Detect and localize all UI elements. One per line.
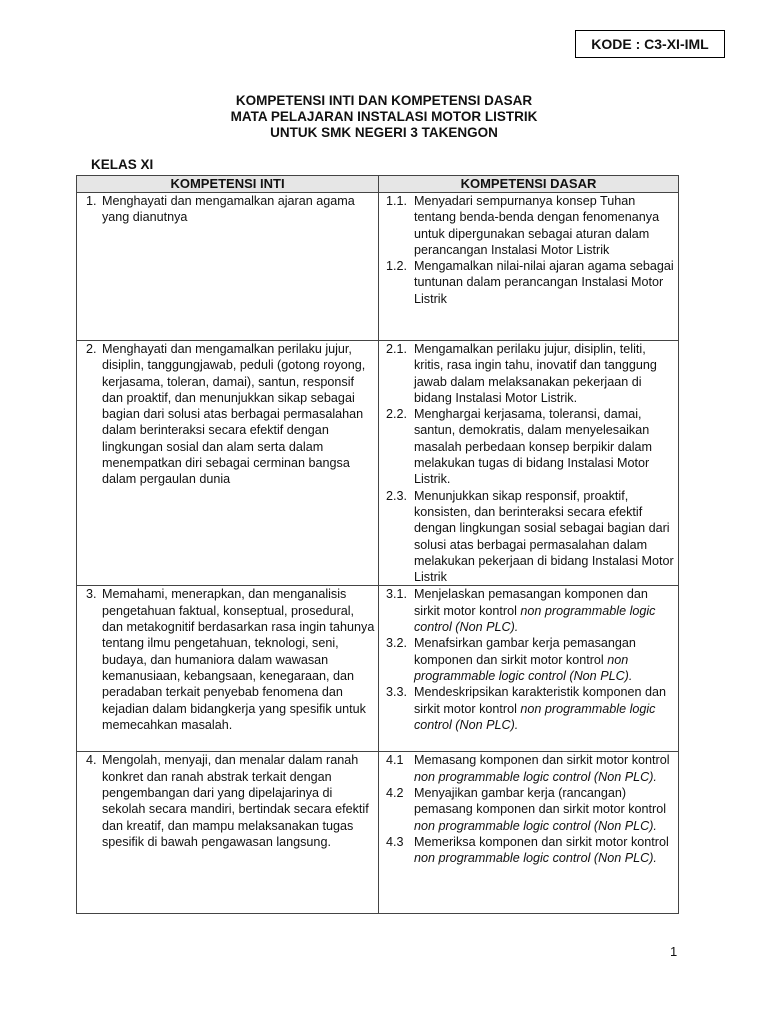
kd-text-italic: non programmable logic control (Non PLC). <box>414 652 633 683</box>
kd-text: Menafsirkan gambar kerja pemasangan komponen dan sirkit motor kontrol <box>414 636 636 667</box>
kompetensi-inti-cell <box>77 586 379 752</box>
kd-text-wrap <box>414 635 675 684</box>
kompetensi-dasar-item <box>382 488 675 586</box>
kompetensi-dasar-item <box>382 834 675 867</box>
kd-text-wrap <box>414 258 675 307</box>
ki-text: Mengolah, menyaji, dan menalar dalam ranah konkret dan ranah abstrak terkait dengan pengembangan dari yang dipelajarinya di sekolah secara mandiri, bertindak secara efektif dan kreatif, dan mampu melaksanakan tugas spesifik di bawah pengawasan langsung. <box>102 753 369 849</box>
ki-number: 1. <box>86 194 97 208</box>
table-row <box>77 752 679 914</box>
kd-text-wrap <box>414 406 675 487</box>
kompetensi-inti-cell <box>77 752 379 914</box>
kd-text: Menyajikan gambar kerja (rancangan) pemasang komponen dan sirkit motor kontrol <box>414 786 667 817</box>
header-kompetensi-inti: KOMPETENSI INTI <box>77 176 379 193</box>
kd-text: Menunjukkan sikap responsif, proaktif, konsisten, dan berinteraksi secara efektif dengan lingkungan sosial sebagai bagian dari solusi atas berbagai permasalahan dalam melakukan pekerjaan di bidang Instalasi Motor Listrik <box>414 488 674 585</box>
table-row <box>77 341 679 586</box>
table-header-row <box>77 176 679 193</box>
kd-text: Menyadari sempurnanya konsep Tuhan tentang benda-benda dengan fenomenanya untuk dipergunakan sebagai aturan dalam perancangan Instalasi Motor Listrik <box>414 194 660 257</box>
kd-text-italic: non programmable logic control (Non PLC). <box>414 769 657 784</box>
kd-text: Mendeskripsikan karakteristik komponen dan sirkit motor kontrol <box>414 685 666 716</box>
kd-number: 2.3. <box>386 488 408 503</box>
ki-text: Menghayati dan mengamalkan perilaku jujur, disiplin, tanggungjawab, peduli (gotong royong, kerjasama, toleran, damai), santun, responsif dan proaktif, dan menunjukkan sikap sebagai bagian dari solusi atas berbagai permasalahan dalam berinteraksi secara efektif dengan lingkungan sosial dan alam serta dalam menempatkan diri sebagai cerminan bangsa dalam pergaulan dunia <box>102 342 366 487</box>
kompetensi-inti-item <box>80 586 375 733</box>
kompetensi-dasar-item <box>382 752 675 785</box>
title-line-3: UNTUK SMK NEGERI 3 TAKENGON <box>270 125 498 140</box>
kd-number: 3.3. <box>386 685 408 700</box>
kd-text-italic: non programmable logic control (Non PLC). <box>414 818 657 833</box>
kd-text-wrap <box>414 752 675 785</box>
title-line-1: KOMPETENSI INTI DAN KOMPETENSI DASAR <box>235 93 533 108</box>
kompetensi-inti-item <box>80 341 375 488</box>
kd-text-wrap <box>414 785 675 834</box>
kompetensi-dasar-item <box>382 785 675 834</box>
kd-number: 4.2 <box>386 786 404 801</box>
kd-text-wrap <box>414 834 675 867</box>
table-row <box>77 193 679 341</box>
ki-text: Menghayati dan mengamalkan ajaran agama yang dianutnya <box>102 194 355 225</box>
kd-text-wrap <box>414 488 675 586</box>
kd-number: 1.1. <box>386 194 408 208</box>
kompetensi-dasar-item <box>382 341 675 406</box>
kompetensi-inti-cell <box>77 341 379 586</box>
kompetensi-dasar-cell <box>379 341 679 586</box>
document-code-box: KODE : C3-XI-IML <box>575 30 725 58</box>
kd-text: Mengamalkan nilai-nilai ajaran agama sebagai tuntunan dalam perancangan Instalasi Motor Listrik <box>414 259 674 306</box>
title-line-2: MATA PELAJARAN INSTALASI MOTOR LISTRIK <box>230 109 538 124</box>
kd-number: 1.2. <box>386 259 408 274</box>
kd-number: 3.2. <box>386 636 408 651</box>
kd-text: Memasang komponen dan sirkit motor kontrol <box>414 753 670 768</box>
ki-text: Memahami, menerapkan, dan menganalisis pengetahuan faktual, konseptual, prosedural, dan metakognitif berdasarkan rasa ingin tahunya tentang ilmu pengetahuan, teknologi, seni, budaya, dan humaniora dalam wawasan kemanusiaan, kebangsaan, kenegaraan, dan peradaban terkait penyebab fenomena dan kejadian dalam bidangkerja yang spesifik untuk memecahkan masalah. <box>102 587 375 732</box>
kompetensi-dasar-cell <box>379 193 679 341</box>
kd-text-wrap <box>414 193 675 258</box>
header-kompetensi-dasar: KOMPETENSI DASAR <box>379 176 679 193</box>
kd-text-wrap <box>414 341 675 406</box>
kelas-label: KELAS XI <box>91 157 154 172</box>
table-row <box>77 586 679 752</box>
kd-number: 3.1. <box>386 587 408 602</box>
kd-text-italic: non programmable logic control (Non PLC). <box>414 603 656 635</box>
kd-number: 4.1 <box>386 753 404 768</box>
kompetensi-dasar-item <box>382 684 675 733</box>
ki-number: 3. <box>86 587 97 602</box>
ki-number: 4. <box>86 753 97 768</box>
kompetensi-dasar-item <box>382 258 675 307</box>
document-title <box>0 93 768 141</box>
kompetensi-inti-item <box>80 752 375 850</box>
kd-number: 4.3 <box>386 834 404 849</box>
kd-text: Memeriksa komponen dan sirkit motor kontrol <box>414 834 669 849</box>
kd-text-wrap <box>414 684 675 733</box>
kd-text: Menjelaskan pemasangan komponen dan sirkit motor kontrol <box>414 587 648 618</box>
kompetensi-dasar-item <box>382 586 675 635</box>
kd-text: Mengamalkan perilaku jujur, disiplin, teliti, kritis, rasa ingin tahu, inovatif dan tanggung jawab dalam melaksanakan pekerjaan di bidang Instalasi Motor Listrik. <box>414 342 657 405</box>
kd-text-wrap <box>414 586 675 635</box>
kompetensi-inti-item <box>80 193 375 226</box>
kompetensi-dasar-item <box>382 406 675 487</box>
kd-number: 2.1. <box>386 342 408 356</box>
page-number: 1 <box>670 944 678 959</box>
kd-text: Menghargai kerjasama, toleransi, damai, santun, demokratis, dalam menyelesaikan masalah perbedaan konsep berpikir dalam melakukan tugas di bidang Instalasi Motor Listrik. <box>414 407 653 487</box>
kd-number: 2.2. <box>386 407 408 422</box>
kompetensi-inti-cell <box>77 193 379 341</box>
kd-text-italic: non programmable logic control (Non PLC). <box>414 851 657 866</box>
ki-number: 2. <box>86 342 97 356</box>
kompetensi-dasar-cell <box>379 752 679 914</box>
kd-text-italic: non programmable logic control (Non PLC). <box>414 701 656 732</box>
kompetensi-dasar-item <box>382 635 675 684</box>
kompetensi-dasar-item <box>382 193 675 258</box>
competency-table <box>76 175 679 914</box>
kompetensi-dasar-cell <box>379 586 679 752</box>
